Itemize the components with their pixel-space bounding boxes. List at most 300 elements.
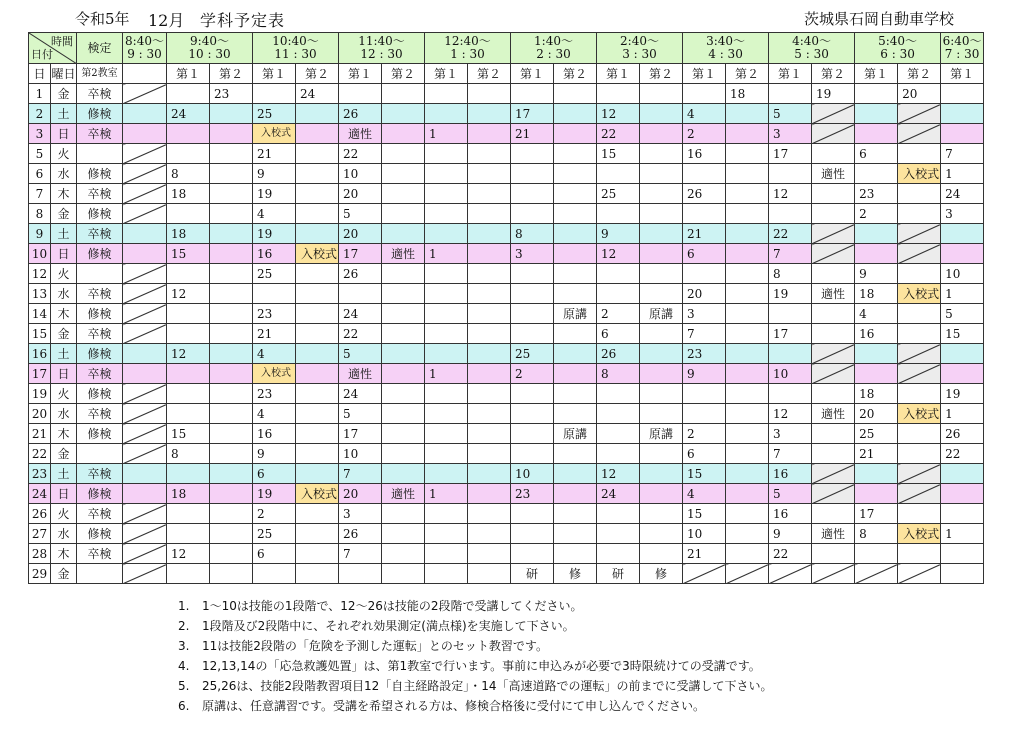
weekday-cell: 火 (51, 384, 77, 404)
slot-cell: 6 (683, 244, 726, 264)
slot-cell: 入校式 (898, 404, 941, 424)
slot-cell (726, 504, 769, 524)
weekday-cell: 土 (51, 464, 77, 484)
slot-cell (640, 504, 683, 524)
slot-cell (511, 424, 554, 444)
slot-cell: 22 (941, 444, 984, 464)
time-slot-header: 10:40～ 11 : 30 (253, 33, 339, 64)
slot-cell (511, 304, 554, 324)
slot-cell (296, 344, 339, 364)
slot-cell (640, 524, 683, 544)
day-cell: 15 (29, 324, 51, 344)
room1-subheader: 第１ (425, 64, 468, 84)
table-row (29, 144, 1024, 164)
kentei-cell: 修検 (77, 104, 123, 124)
time-slot-header: 2:40～ 3 : 30 (597, 33, 683, 64)
weekday-cell: 日 (51, 244, 77, 264)
slot-cell: 19 (941, 384, 984, 404)
slot-cell: 1 (941, 404, 984, 424)
slot-cell (382, 384, 425, 404)
slot-cell: 4 (683, 104, 726, 124)
slot-cell (640, 344, 683, 364)
slot-cell (898, 464, 941, 484)
slot-cell (855, 244, 898, 264)
slot-cell (812, 244, 855, 264)
slot-cell (812, 224, 855, 244)
slot-cell (812, 564, 855, 584)
time-slot-header: 6:40～ 7 : 30 (941, 33, 984, 64)
slot-cell: 24 (339, 384, 382, 404)
slot-cell (296, 424, 339, 444)
table-row (29, 244, 1024, 264)
day-cell: 8 (29, 204, 51, 224)
room2-subheader: 第２ (296, 64, 339, 84)
slot-cell (597, 524, 640, 544)
slot-cell (898, 224, 941, 244)
slot-cell (511, 184, 554, 204)
slot-cell (210, 284, 253, 304)
kentei-cell: 修検 (77, 204, 123, 224)
slot-cell (123, 344, 167, 364)
slot-cell (898, 484, 941, 504)
slot-cell: 入校式 (296, 244, 339, 264)
day-cell: 29 (29, 564, 51, 584)
slot-cell (382, 264, 425, 284)
slot-cell (812, 504, 855, 524)
slot-cell (554, 324, 597, 344)
slot-cell (812, 184, 855, 204)
room1-subheader: 第１ (167, 64, 210, 84)
slot-cell: 2 (253, 504, 296, 524)
slot-cell (769, 84, 812, 104)
slot-cell (941, 484, 984, 504)
slot-cell (855, 544, 898, 564)
slot-cell (123, 244, 167, 264)
weekday-cell: 土 (51, 224, 77, 244)
kentei-cell: 修検 (77, 424, 123, 444)
slot-cell (640, 124, 683, 144)
day-cell: 24 (29, 484, 51, 504)
kentei-cell: 卒検 (77, 404, 123, 424)
slot-cell: 17 (769, 324, 812, 344)
slot-cell (683, 164, 726, 184)
slot-cell (554, 104, 597, 124)
table-row (29, 304, 1024, 324)
slot-cell (468, 204, 511, 224)
slot-cell (296, 504, 339, 524)
slot-cell (468, 404, 511, 424)
day-cell: 16 (29, 344, 51, 364)
table-row (29, 324, 1024, 344)
slot-cell (855, 84, 898, 104)
slot-cell: 9 (683, 364, 726, 384)
slot-cell (167, 404, 210, 424)
slot-cell (123, 524, 167, 544)
slot-cell: 8 (167, 164, 210, 184)
slot-cell (597, 444, 640, 464)
slot-cell: 26 (339, 104, 382, 124)
weekday-cell: 日 (51, 364, 77, 384)
kentei-cell: 卒検 (77, 324, 123, 344)
slot-cell: 22 (339, 144, 382, 164)
kentei-cell (77, 444, 123, 464)
slot-cell: 6 (253, 544, 296, 564)
slot-cell (167, 84, 210, 104)
slot-cell (812, 444, 855, 464)
slot-cell (468, 484, 511, 504)
day-cell: 17 (29, 364, 51, 384)
slot-cell (123, 404, 167, 424)
slot-cell: 10 (941, 264, 984, 284)
slot-cell: 研 (511, 564, 554, 584)
day-cell: 1 (29, 84, 51, 104)
slot-cell (898, 504, 941, 524)
slot-cell (210, 544, 253, 564)
slot-cell (941, 124, 984, 144)
slot-cell (123, 284, 167, 304)
slot-cell: 23 (253, 384, 296, 404)
slot-cell (425, 184, 468, 204)
slot-cell (167, 464, 210, 484)
slot-cell (382, 304, 425, 324)
slot-cell: 22 (339, 324, 382, 344)
slot-cell (468, 324, 511, 344)
table-row (29, 284, 1024, 304)
table-row (29, 124, 1024, 144)
slot-cell: 3 (339, 504, 382, 524)
weekday-cell: 木 (51, 424, 77, 444)
slot-cell: 23 (210, 84, 253, 104)
slot-cell (898, 104, 941, 124)
slot-cell (941, 464, 984, 484)
weekday-cell: 水 (51, 164, 77, 184)
weekday-cell: 土 (51, 104, 77, 124)
slot-cell (898, 184, 941, 204)
slot-cell (812, 484, 855, 504)
slot-cell: 1 (425, 244, 468, 264)
slot-cell (210, 404, 253, 424)
slot-cell: 7 (683, 324, 726, 344)
slot-cell (425, 504, 468, 524)
slot-cell: 26 (683, 184, 726, 204)
slot-cell: 9 (597, 224, 640, 244)
day-cell: 27 (29, 524, 51, 544)
slot-cell (726, 244, 769, 264)
slot-cell (554, 244, 597, 264)
slot-cell (253, 84, 296, 104)
slot-cell (769, 384, 812, 404)
slot-cell (382, 144, 425, 164)
slot-cell: 19 (769, 284, 812, 304)
slot-cell (812, 364, 855, 384)
slot-cell (855, 564, 898, 584)
slot-cell: 適性 (339, 364, 382, 384)
slot-cell (468, 424, 511, 444)
kentei-cell: 修検 (77, 384, 123, 404)
day-cell: 13 (29, 284, 51, 304)
slot-cell (382, 404, 425, 424)
note-number: 5. (178, 679, 190, 693)
month-label: 12月 (148, 11, 185, 30)
weekday-cell: 金 (51, 204, 77, 224)
slot-cell (123, 264, 167, 284)
slot-cell: 10 (339, 164, 382, 184)
slot-cell (167, 304, 210, 324)
slot-cell: 入校式 (898, 164, 941, 184)
slot-cell (640, 484, 683, 504)
slot-cell (726, 184, 769, 204)
slot-cell (812, 544, 855, 564)
slot-cell (425, 384, 468, 404)
slot-cell: 原講 (554, 304, 597, 324)
slot-cell (296, 444, 339, 464)
slot-cell (425, 104, 468, 124)
slot-cell (382, 324, 425, 344)
notes-list (178, 596, 773, 716)
slot-cell: 15 (941, 324, 984, 344)
day-cell: 2 (29, 104, 51, 124)
slot-cell (554, 164, 597, 184)
day-cell: 6 (29, 164, 51, 184)
slot-cell (296, 464, 339, 484)
time-slot-header: 11:40～ 12 : 30 (339, 33, 425, 64)
slot-cell (253, 564, 296, 584)
slot-cell (812, 124, 855, 144)
room1-subheader: 第１ (683, 64, 726, 84)
slot-cell (425, 164, 468, 184)
slot-cell (123, 184, 167, 204)
slot-cell: 18 (167, 484, 210, 504)
slot-cell (123, 384, 167, 404)
slot-cell (941, 344, 984, 364)
room2-subheader: 第２ (812, 64, 855, 84)
slot-cell (425, 144, 468, 164)
slot-cell (382, 344, 425, 364)
slot-cell: 16 (855, 324, 898, 344)
slot-cell (382, 504, 425, 524)
slot-cell (898, 384, 941, 404)
slot-cell (123, 144, 167, 164)
slot-cell (683, 264, 726, 284)
slot-cell (511, 384, 554, 404)
slot-cell (898, 564, 941, 584)
time-slot-header: 3:40～ 4 : 30 (683, 33, 769, 64)
slot-cell (898, 124, 941, 144)
slot-cell (898, 324, 941, 344)
weekday-cell: 火 (51, 264, 77, 284)
slot-cell: 8 (511, 224, 554, 244)
slot-cell: 4 (253, 404, 296, 424)
time-slot-header: 8:40～ 9 : 30 (123, 33, 167, 64)
slot-cell (640, 384, 683, 404)
slot-cell: 26 (339, 264, 382, 284)
table-row (29, 104, 1024, 124)
slot-cell (382, 564, 425, 584)
slot-cell (296, 184, 339, 204)
slot-cell (640, 144, 683, 164)
slot-cell: 3 (769, 424, 812, 444)
slot-cell (425, 564, 468, 584)
kentei-cell: 卒検 (77, 464, 123, 484)
table-row (29, 344, 1024, 364)
slot-cell (468, 244, 511, 264)
slot-cell: 5 (941, 304, 984, 324)
slot-cell (210, 304, 253, 324)
slot-cell: 16 (769, 464, 812, 484)
slot-cell: 3 (511, 244, 554, 264)
slot-cell (726, 104, 769, 124)
slot-cell (726, 444, 769, 464)
day-cell: 22 (29, 444, 51, 464)
slot-cell (123, 124, 167, 144)
slot-cell (898, 544, 941, 564)
day-cell: 7 (29, 184, 51, 204)
slot-cell: 3 (683, 304, 726, 324)
slot-cell (511, 144, 554, 164)
slot-cell (941, 244, 984, 264)
slot-cell: 23 (253, 304, 296, 324)
slot-cell: 15 (597, 144, 640, 164)
slot-cell: 7 (769, 244, 812, 264)
slot-cell (296, 544, 339, 564)
slot-cell (726, 524, 769, 544)
slot-cell (511, 204, 554, 224)
slot-cell (554, 384, 597, 404)
slot-cell: 16 (769, 504, 812, 524)
kentei-cell: 修検 (77, 244, 123, 264)
room2-subheader: 第２ (554, 64, 597, 84)
slot-cell (812, 144, 855, 164)
slot-cell (769, 304, 812, 324)
slot-cell: 12 (769, 404, 812, 424)
table-row (29, 564, 1024, 584)
note-number: 1. (178, 599, 190, 613)
slot-cell: 26 (597, 344, 640, 364)
slot-cell (167, 384, 210, 404)
slot-cell (123, 444, 167, 464)
slot-cell (468, 464, 511, 484)
room2-subheader: 第２ (726, 64, 769, 84)
slot-cell (554, 184, 597, 204)
slot-cell (382, 204, 425, 224)
slot-cell (898, 144, 941, 164)
slot-cell: 1 (941, 164, 984, 184)
slot-cell: 8 (769, 264, 812, 284)
slot-cell (640, 204, 683, 224)
kentei-cell: 修検 (77, 304, 123, 324)
note-text: 25,26は、技能2段階教習項目12「自主経路設定」・14「高速道路での運転」の前までに受講して下さい。 (202, 679, 773, 693)
slot-cell (898, 424, 941, 444)
slot-cell (812, 304, 855, 324)
date-header: 日付 (31, 48, 53, 61)
slot-cell: 1 (425, 364, 468, 384)
slot-cell (812, 264, 855, 284)
slot-cell (554, 504, 597, 524)
slot-cell (941, 544, 984, 564)
slot-cell (640, 444, 683, 464)
slot-cell: 19 (812, 84, 855, 104)
slot-cell (210, 444, 253, 464)
slot-cell: 5 (339, 344, 382, 364)
slot-cell: 18 (855, 284, 898, 304)
slot-cell (123, 464, 167, 484)
slot-cell: 5 (769, 484, 812, 504)
slot-cell: 6 (855, 144, 898, 164)
slot-cell (855, 164, 898, 184)
slot-cell (167, 324, 210, 344)
room1-subheader: 第１ (339, 64, 382, 84)
kentei-cell: 卒検 (77, 284, 123, 304)
slot-cell (210, 224, 253, 244)
slot-cell (425, 524, 468, 544)
table-row (29, 264, 1024, 284)
slot-cell (210, 124, 253, 144)
weekday-cell: 火 (51, 144, 77, 164)
slot-cell: 25 (253, 524, 296, 544)
slot-cell (210, 144, 253, 164)
slot-cell (123, 104, 167, 124)
slot-cell (425, 84, 468, 104)
slot-cell (554, 524, 597, 544)
slot-cell: 4 (855, 304, 898, 324)
slot-cell (123, 364, 167, 384)
slot-cell: 22 (597, 124, 640, 144)
slot-cell (683, 564, 726, 584)
slot-cell (296, 364, 339, 384)
slot-cell: 16 (683, 144, 726, 164)
weekday-cell: 金 (51, 564, 77, 584)
slot-cell (597, 504, 640, 524)
slot-cell (167, 144, 210, 164)
slot-cell: 入校式 (296, 484, 339, 504)
note-text: 1～10は技能の1段階で、12～26は技能の2段階で受講してください。 (202, 599, 583, 613)
slot-cell (468, 104, 511, 124)
slot-cell (210, 344, 253, 364)
slot-cell (597, 384, 640, 404)
slot-cell: 5 (339, 204, 382, 224)
kentei-cell: 修検 (77, 344, 123, 364)
slot-cell (726, 344, 769, 364)
slot-cell (769, 164, 812, 184)
slot-cell (855, 104, 898, 124)
note-text: 12,13,14の「応急救護処置」は、第1教室で行います。事前に申込みが必要で3時限続けての受講です。 (202, 659, 761, 673)
kentei-cell: 卒検 (77, 364, 123, 384)
day-cell: 28 (29, 544, 51, 564)
room2-subheader: 第２ (640, 64, 683, 84)
slot-cell: 適性 (812, 164, 855, 184)
note-text: 11は技能2段階の「危険を予測した運転」とのセット教習です。 (202, 639, 548, 653)
slot-cell (123, 324, 167, 344)
slot-cell: 21 (253, 144, 296, 164)
slot-cell (554, 284, 597, 304)
slot-cell (468, 164, 511, 184)
slot-cell (640, 364, 683, 384)
slot-cell (554, 464, 597, 484)
slot-cell: 入校式 (898, 524, 941, 544)
slot-cell (296, 204, 339, 224)
slot-cell (726, 224, 769, 244)
slot-cell (296, 264, 339, 284)
slot-cell (640, 544, 683, 564)
slot-cell (210, 244, 253, 264)
slot-cell: 24 (597, 484, 640, 504)
slot-cell: 23 (855, 184, 898, 204)
note-number: 6. (178, 699, 190, 713)
time-slot-header: 9:40～ 10 : 30 (167, 33, 253, 64)
slot-cell (296, 144, 339, 164)
kentei-cell: 修検 (77, 484, 123, 504)
slot-cell: 2 (511, 364, 554, 384)
